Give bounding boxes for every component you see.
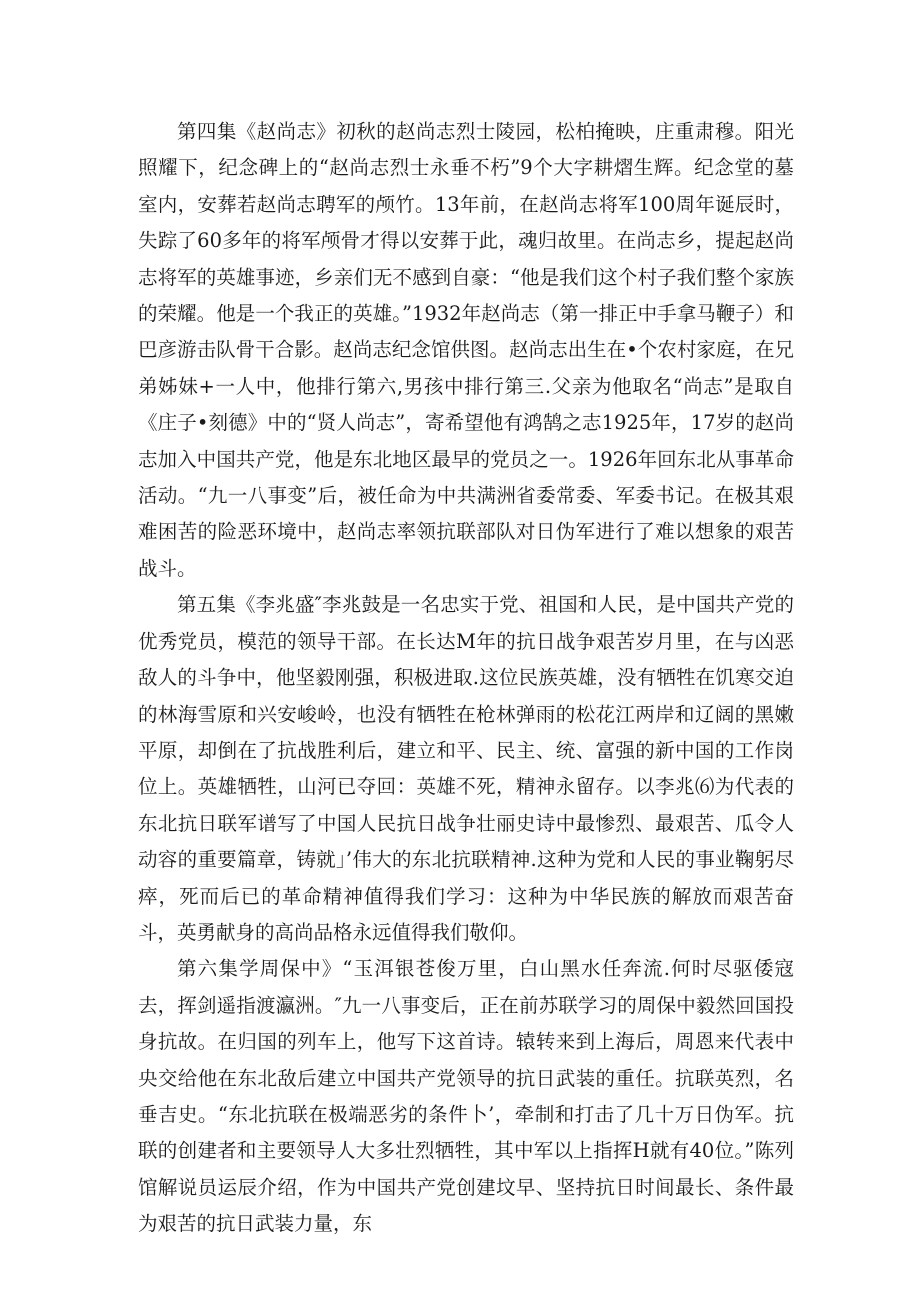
paragraph-li-zhaolin: 第五集《李兆盛″李兆鼓是一名忠实于党、祖国和人民，是中国共产党的优秀党员，模范的领导干部。在长达M年的抗日战争艰苦岁月里，在与凶恶敌人的斗争中，他坚毅刚强，积极进取.这位民族英雄，没有牺牲在饥寒交迫的林海雪原和兴安峻岭，也没有牺牲在枪林弹雨的松花江两岸和辽阔的黑嫩平原，却倒在了抗战胜利后，建立和平、民主、统、富强的新中国的工作岗位上。英雄牺牲，山河已夺回：英雄不死，精神永留存。以李兆⑹为代表的东北抗日联军谱写了中国人民抗日战争壮丽史诗中最惨烈、最艰苦、瓜令人动容的重要篇章，铸就」’伟大的东北抗联精神.这种为党和人民的事业鞠躬尽瘁，死而后已的革命精神值得我们学习：这种为中华民族的解放而艰苦奋斗，英勇献身的高尚品格永远值得我们敬仰。 (138, 593, 794, 944)
document-body (138, 114, 794, 1243)
paragraph-zhou-baozhong: 第六集学周保中》“玉洱银苍俊万里，白山黑水任奔流.何时尽驱倭寇去，挥剑遥指渡瀛洲。″九一八事变后，正在前苏联学习的周保中毅然回国投身抗故。在归国的列车上，他写下这首诗。辕转来到上海后，周恩来代表中央交给他在东北敌后建立中国共产党领导的抗日武装的重任。抗联英烈，名垂吉史。“东北抗联在极端恶劣的条件卜’，牵制和打击了几十万日伪军。抗联的创建者和主要领导人大多壮烈牺牲，其中军以上指挥H就有40位。”陈列馆解说员运辰介绍，作为中国共产党创建坟早、坚持抗日时间最长、条件最为艰苦的抗日武装力量，东 (138, 957, 794, 1236)
paragraph-zhao-shangzhi: 第四集《赵尚志》初秋的赵尚志烈士陵园，松柏掩映，庄重肃穆。阳光照耀下，纪念碑上的“赵尚志烈士永垂不朽”9个大字耕熠生辉。纪念堂的墓室内，安葬若赵尚志聘军的颅竹。13年前，在赵尚志将军100周年诞辰时，失踪了60多年的将军颅骨才得以安葬于此，魂归故里。在尚志乡，提起赵尚志将军的英雄事迹，乡亲们无不感到自豪：“他是我们这个村子我们整个家族的荣耀。他是一个我正的英雄。”1932年赵尚志（第一排正中手拿马鞭子）和巴彦游击队骨干合影。赵尚志纪念馆供图。赵尚志出生在•个农村家庭，在兄弟姊妹+一人中，他排行第六,男孩中排行第三.父亲为他取名“尚志”是取自《庄子•刻德》中的“贤人尚志”，寄希望他有鸿鹄之志1925年，17岁的赵尚志加入中国共产党，他是东北地区最早的党员之一。1926年回东北从事革命活动。“九一八事变”后，被任命为中共满洲省委常委、军委书记。在极其艰难困苦的险恶环境中，赵尚志率领抗联部队对日伪军进行了难以想象的艰苦战斗。 (138, 120, 794, 580)
